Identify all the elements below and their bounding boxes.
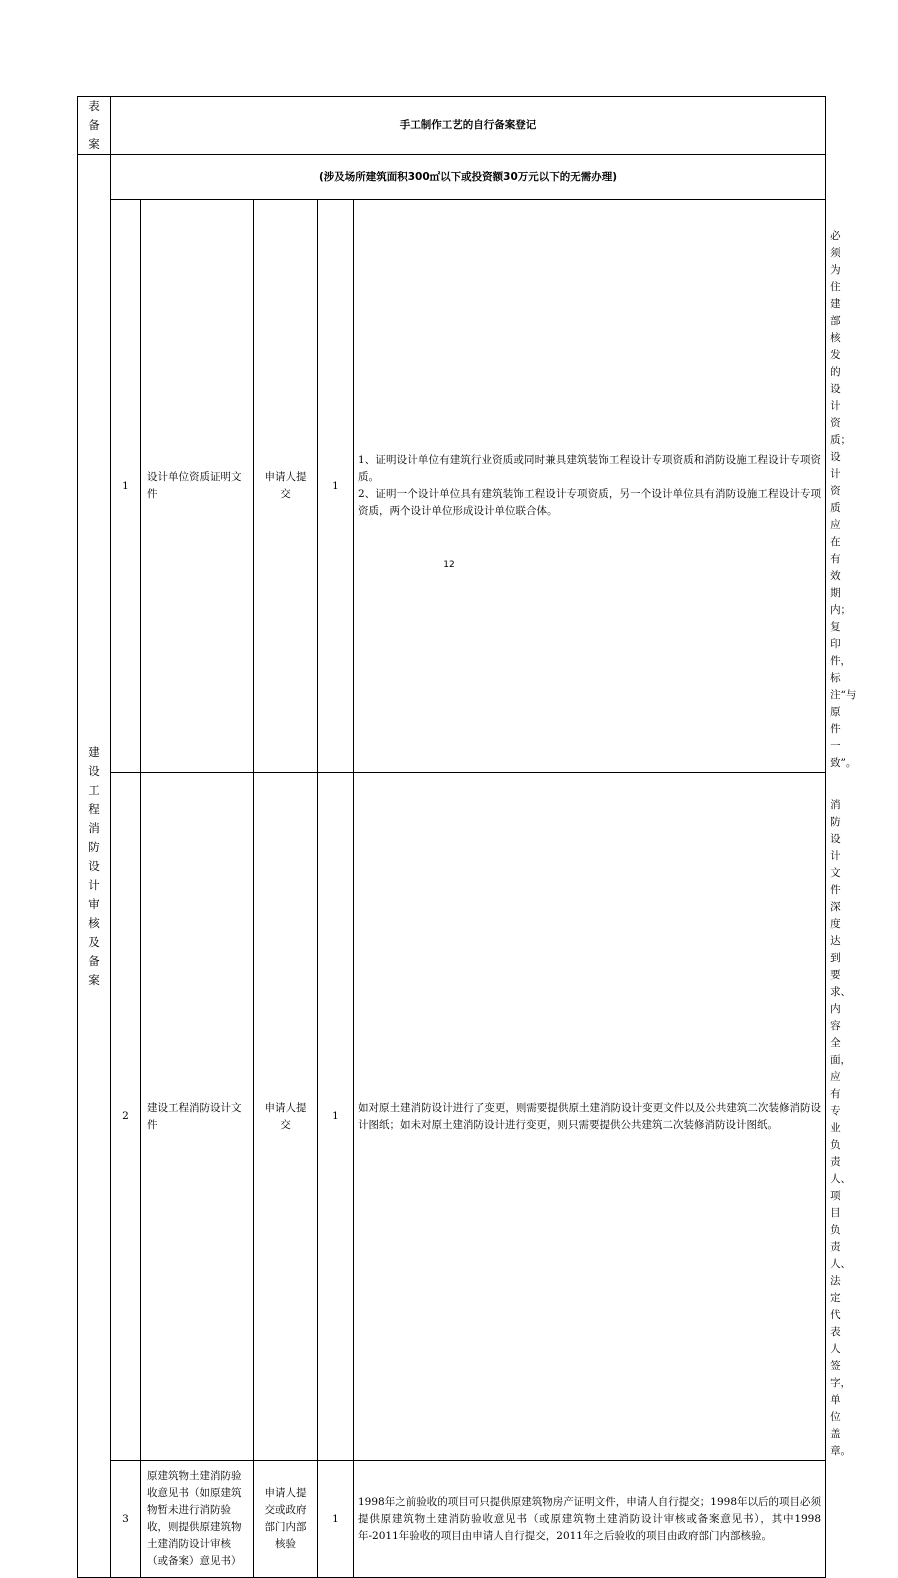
subtitle-row [78,155,826,200]
row-index: 3 [111,1461,141,1578]
header-row [78,97,826,155]
table-row: 1 设计单位资质证明文件 申请人提交 1 1、证明设计单位有建筑行业资质或同时兼具建筑装饰工程设计专项资质和消防设施工程设计专项资质。 2、证明一个设计单位具有建筑装饰工程设计专项资质，另一个设计单位具有消防设施工程设计专项资质，两个设计单位形成设计单位联合体。 必须为住建部核发的设计资质；设计资质应在有效期内；复印件，标注“与原件一致”。 [78,200,826,773]
row-material: 原建筑物土建消防验收意见书（如原建筑物暂未进行消防验收，则提供原建筑物土建消防设计审核（或备案）意见书） [141,1461,254,1578]
row-index: 1 [111,200,141,773]
row-source: 申请人提交或政府部门内部核验 [254,1461,318,1578]
section-subtitle: (涉及场所建筑面积300㎡以下或投资额30万元以下的无需办理) [111,155,826,200]
table-row: 2 建设工程消防设计文件 申请人提交 1 如对原土建消防设计进行了变更，则需要提供原土建消防设计变更文件以及公共建筑二次装修消防设计图纸；如未对原土建消防设计进行变更，则只需要提供公共建筑二次装修消防设计图纸。 消防设计文件深度达到要求、内容全面，应有专业负责人、项目负责人、法定代表人签字，单位盖章。 [78,773,826,1461]
row-description: 1、证明设计单位有建筑行业资质或同时兼具建筑装饰工程设计专项资质和消防设施工程设计专项资质。 2、证明一个设计单位具有建筑装饰工程设计专项资质，另一个设计单位具有消防设施工程设计专项资质，两个设计单位形成设计单位联合体。 [354,200,826,773]
row-source: 申请人提交 [254,200,318,773]
header-left-cell [78,97,111,155]
table-row [78,1461,826,1578]
row-material: 设计单位资质证明文件 [141,200,254,773]
section-side-label: 建设工程消防设计审核及备案 [88,744,100,987]
row-description: 如对原土建消防设计进行了变更，则需要提供原土建消防设计变更文件以及公共建筑二次装修消防设计图纸；如未对原土建消防设计进行变更，则只需要提供公共建筑二次装修消防设计图纸。 [354,773,826,1461]
row-source: 申请人提交 [254,773,318,1461]
row-material: 建设工程消防设计文件 [141,773,254,1461]
page-number: 12 [443,560,455,570]
record-table [77,96,857,1578]
table-title: 手工制作工艺的自行备案登记 [111,97,826,155]
row-description: 1998年之前验收的项目可只提供原建筑物房产证明文件，申请人自行提交；1998年以后的项目必须提供原建筑物土建消防验收意见书（或原建筑物土建消防设计审核或备案意见书），其中1998年-2011年验收的项目由申请人自行提交，2011年之后验收的项目由政府部门内部核验。 [354,1461,826,1578]
row-index: 2 [111,773,141,1461]
section-side-cell [78,155,111,1578]
row-copies: 1 [318,773,354,1461]
header-left-label: 表备案 [88,99,100,151]
row-copies: 1 [318,1461,354,1578]
row-copies: 1 [318,200,354,773]
